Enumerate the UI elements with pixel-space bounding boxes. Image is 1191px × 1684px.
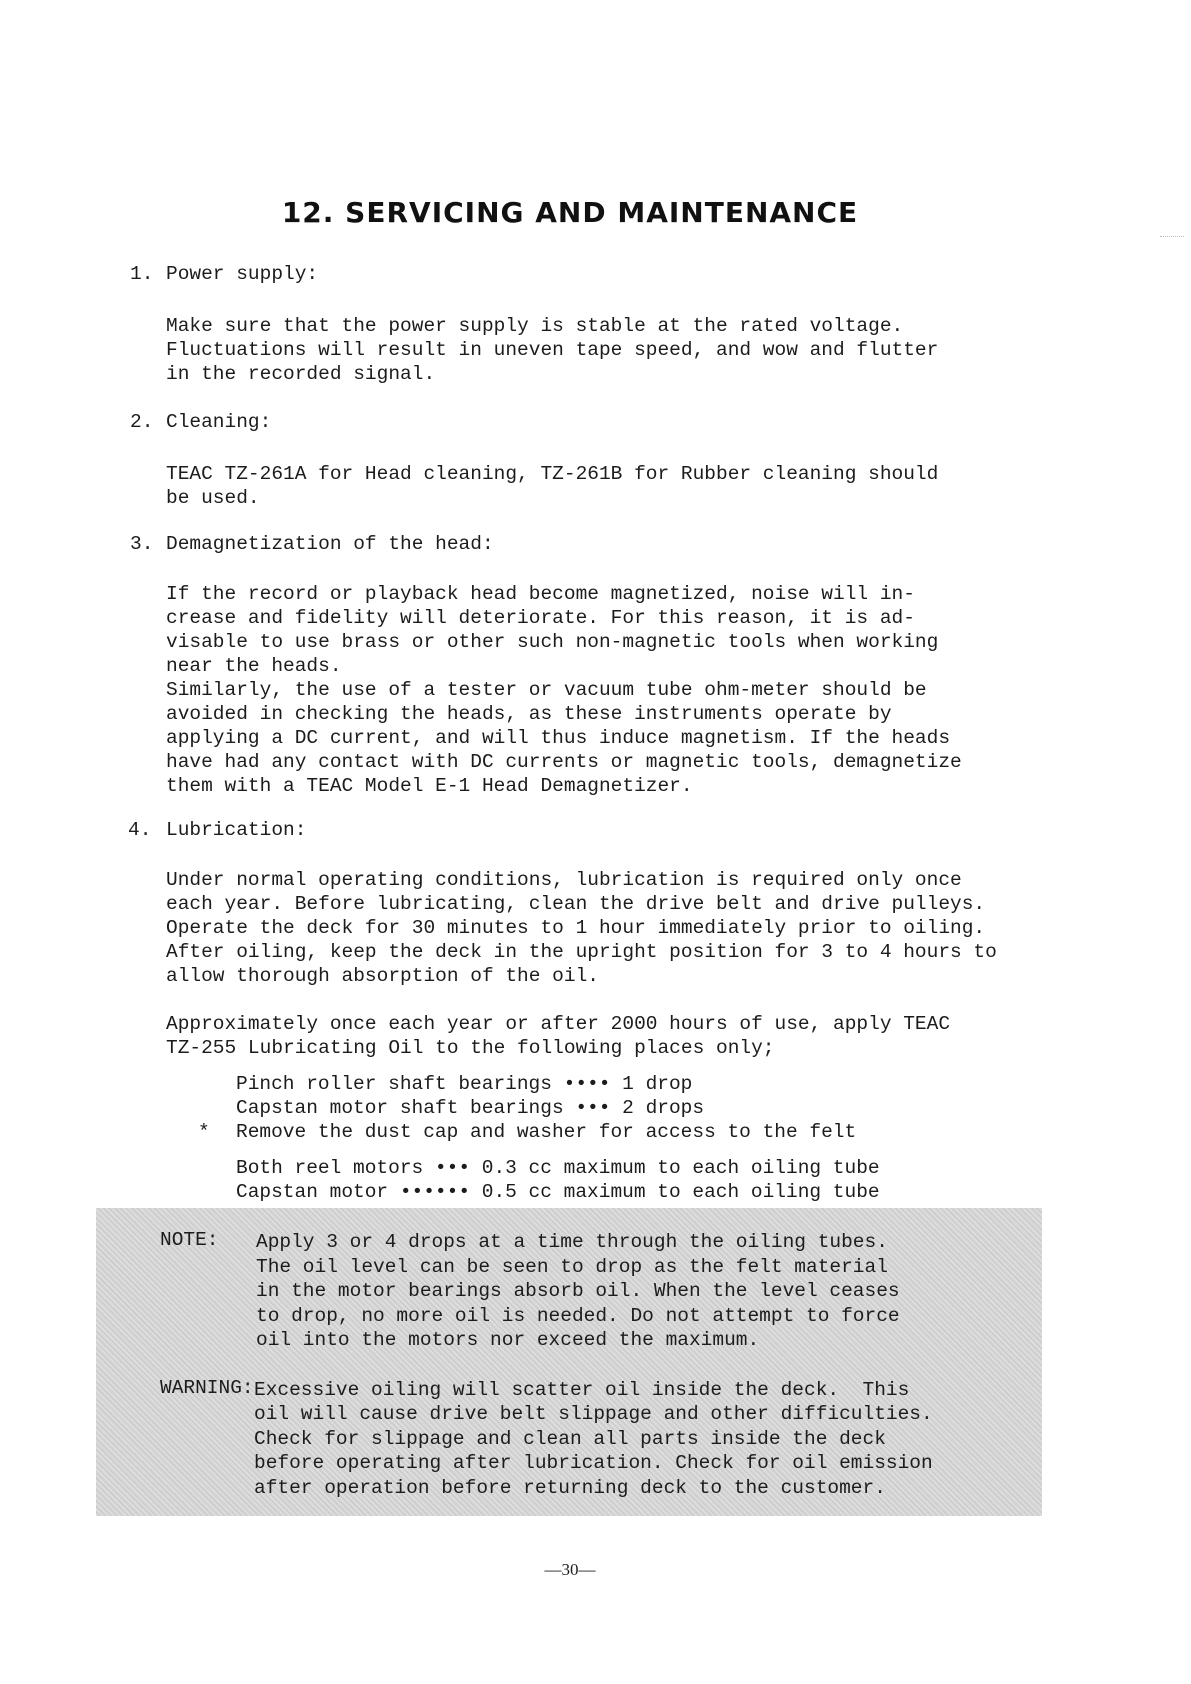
warning-label: WARNING:	[160, 1377, 254, 1399]
section-3-number: 3.	[130, 533, 154, 555]
section-4-body: Under normal operating conditions, lubrication is required only once each year. Before lubricating, clean the drive belt and drive pulleys. Operate the deck for 30 minutes to 1 hour immediately prior to oiling. After oiling, keep the deck in the upright position for 3 to 4 hours to allow thorough absorption of the oil.	[166, 869, 997, 987]
section-1-heading: Power supply:	[166, 263, 319, 285]
section-2-body: TEAC TZ-261A for Head cleaning, TZ-261B for Rubber cleaning should be used.	[166, 463, 939, 509]
section-3-heading: Demagnetization of the head:	[166, 533, 494, 555]
list-item: Capstan motor shaft bearings ••• 2 drops	[236, 1097, 705, 1119]
section-4-body-2: Approximately once each year or after 2000 hours of use, apply TEAC TZ-255 Lubricating Oil to the following places only;	[166, 1013, 951, 1059]
page-number: —30—	[544, 1560, 596, 1579]
section-1-body: Make sure that the power supply is stable at the rated voltage. Fluctuations will result in uneven tape speed, and wow and flutter in the recorded signal.	[166, 315, 939, 385]
list-item: Both reel motors ••• 0.3 cc maximum to each oiling tube	[236, 1157, 880, 1179]
list-item: Pinch roller shaft bearings •••• 1 drop	[236, 1073, 693, 1095]
asterisk-mark: *	[198, 1121, 210, 1143]
section-4-number: 4.	[128, 819, 152, 841]
section-4-heading: Lubrication:	[166, 819, 307, 841]
warning-text: oil will cause drive belt slippage and other difficulties. Check for slippage and clean all parts inside the deck before operating after lubrication. Check for oil emission after operation before returning deck to the customer.	[254, 1403, 933, 1499]
note-text: Apply 3 or 4 drops at a time through the oiling tubes. The oil level can be seen to drop as the felt material in the motor bearings absorb oil. When the level ceases to drop, no more oil is needed. Do not attempt to force oil into the motors nor exceed the maximum.	[256, 1231, 900, 1351]
page-title: 12. SERVICING AND MAINTENANCE	[281, 196, 859, 229]
list-item: Capstan motor •••••• 0.5 cc maximum to each oiling tube	[236, 1181, 880, 1203]
section-1-number: 1.	[130, 263, 154, 285]
list-item-note: Remove the dust cap and washer for access to the felt	[236, 1121, 857, 1143]
section-3-body: If the record or playback head become magnetized, noise will in- crease and fidelity will deteriorate. For this reason, it is ad- visable to use brass or other such non-magnetic tools when working near the heads. Similarly, the use of a tester or vacuum tube ohm-meter should be avoided in checking the heads, as these instruments operate by applying a DC current, and will thus induce magnetism. If the heads have had any contact with DC currents or magnetic tools, demagnetize them with a TEAC Model E-1 Head Demagnetizer.	[166, 583, 962, 797]
warning-first-line: Excessive oiling will scatter oil inside the deck. This	[254, 1379, 910, 1401]
scan-speck	[1160, 236, 1184, 239]
note-label: NOTE:	[160, 1229, 219, 1251]
section-2-heading: Cleaning:	[166, 411, 272, 433]
section-2-number: 2.	[130, 411, 154, 433]
